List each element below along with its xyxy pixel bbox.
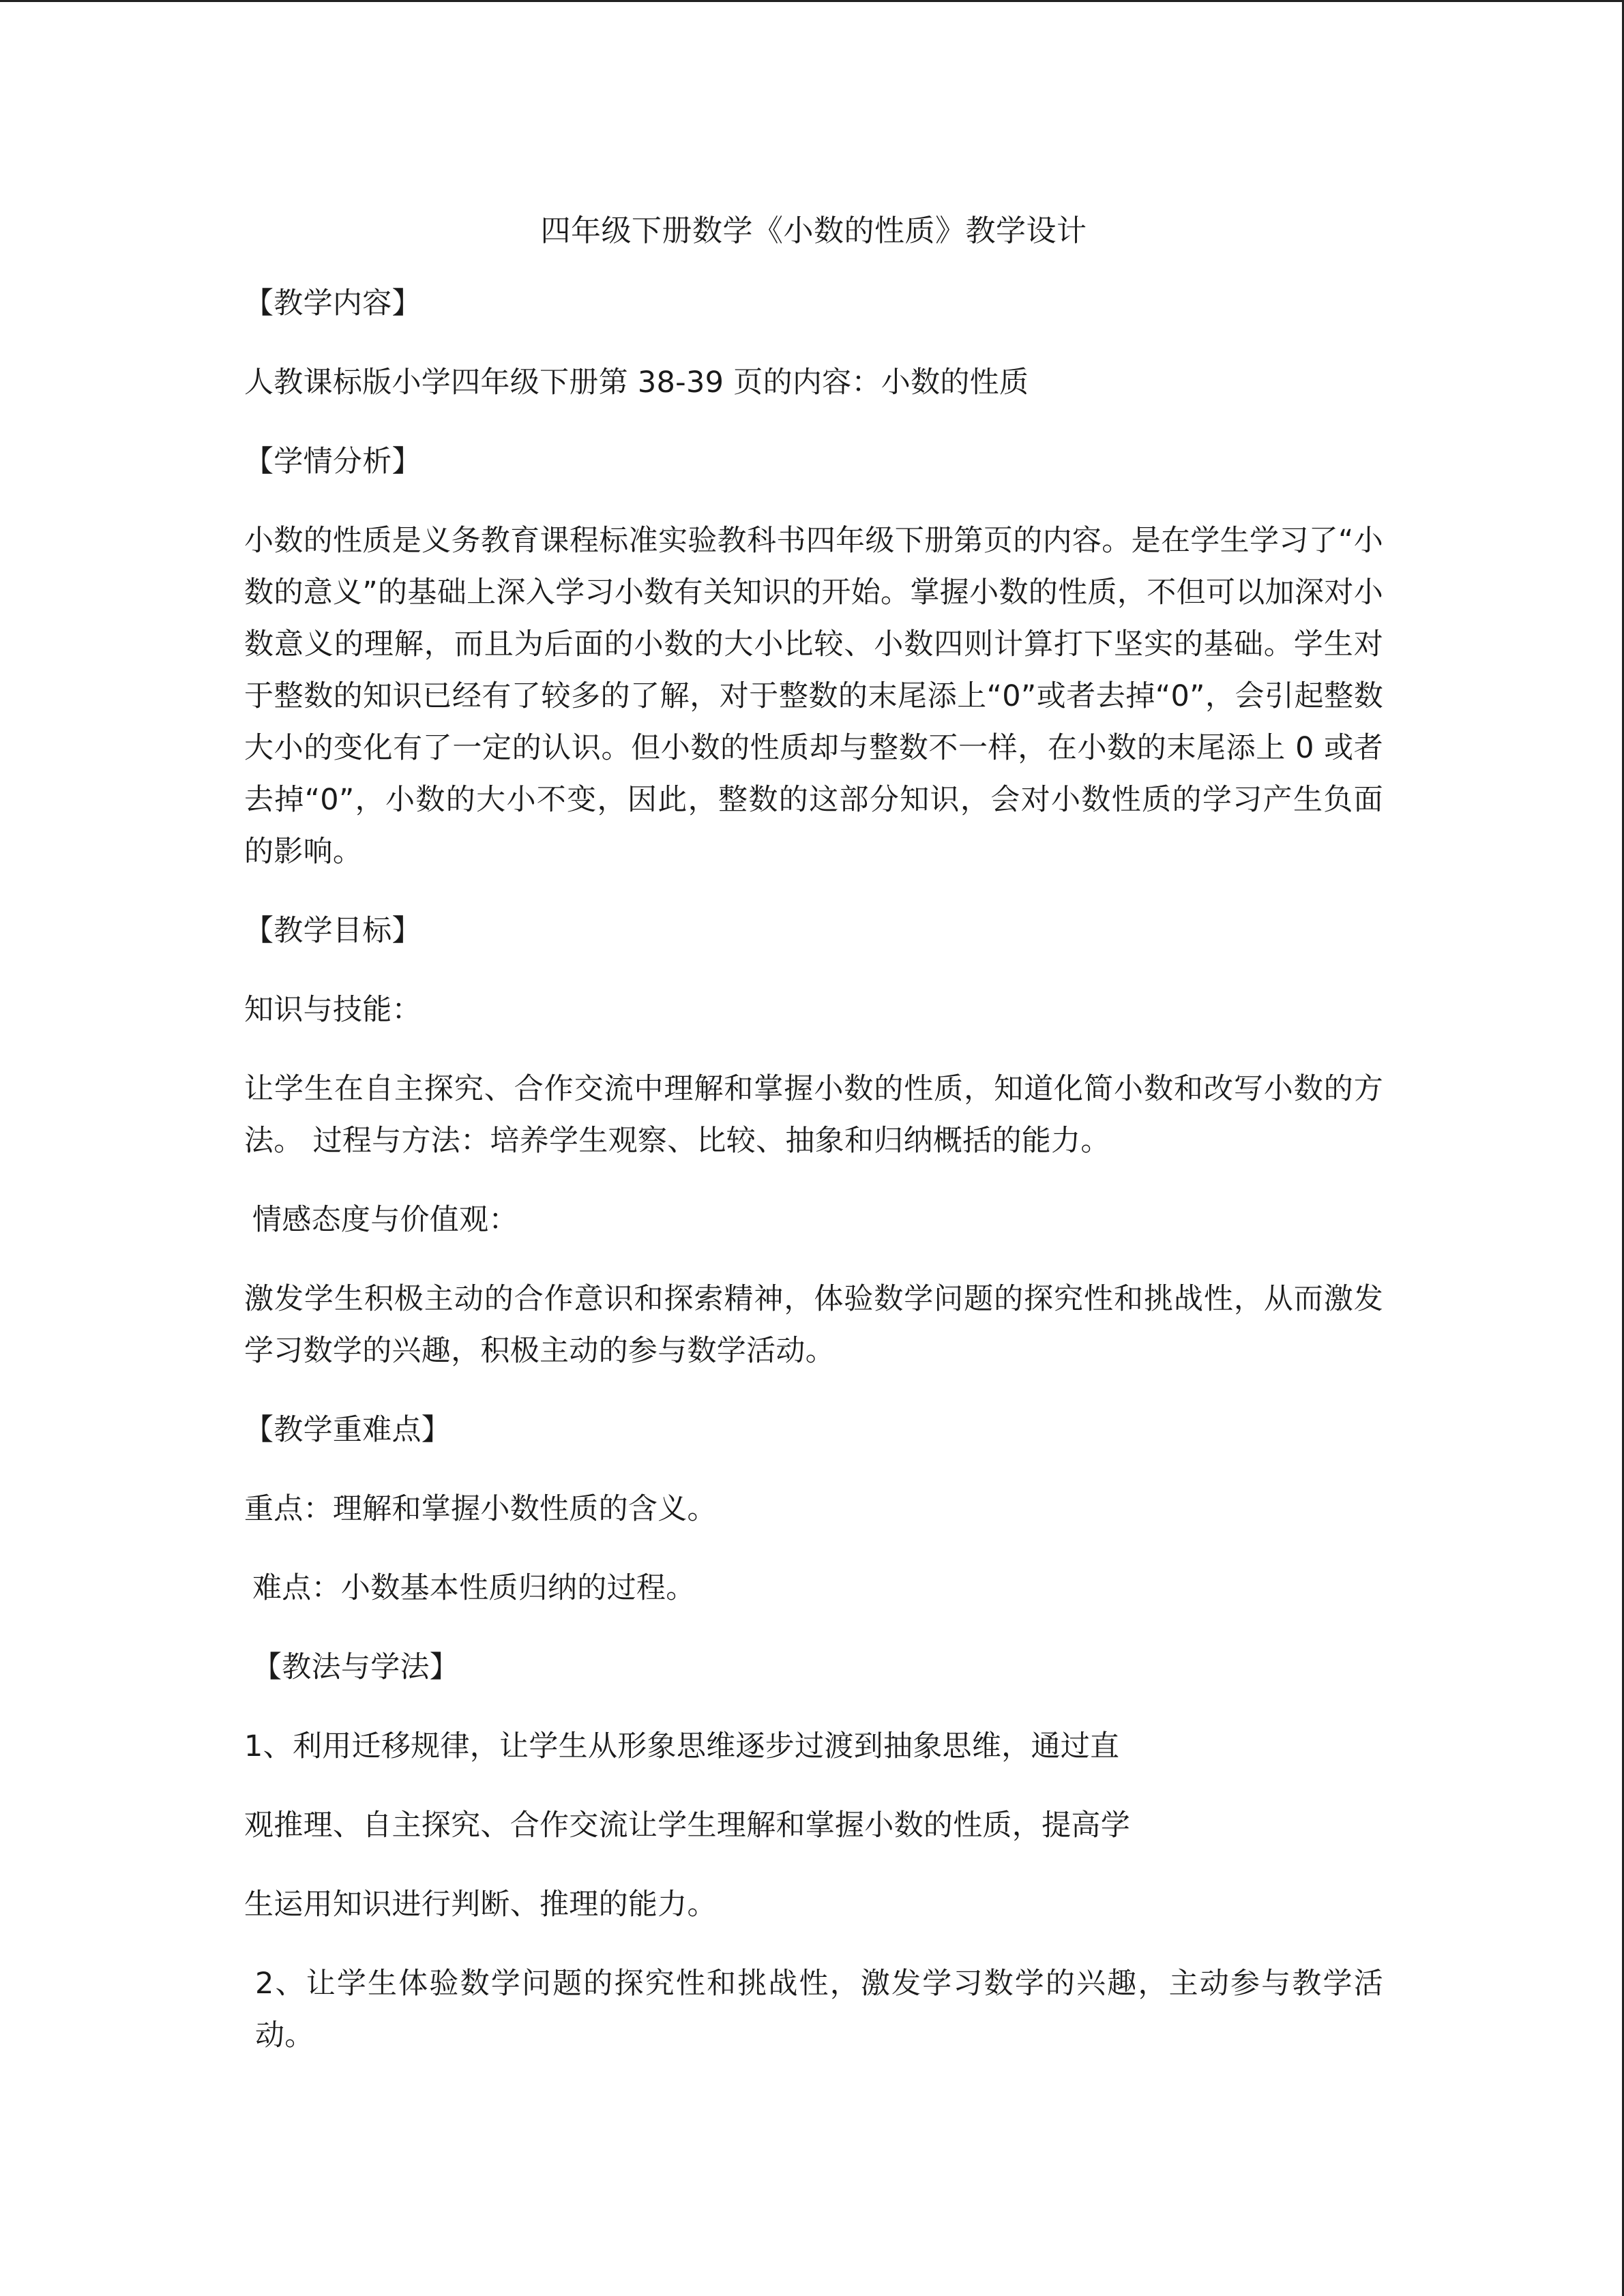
method1-line1: 1、利用迁移规律，让学生从形象思维逐步过渡到抽象思维，通过直 <box>244 1729 1120 1763</box>
goals-heading: 【教学目标】 <box>244 914 422 948</box>
methods-heading: 【教法与学法】 <box>252 1650 460 1684</box>
content-text: 人教课标版小学四年级下册第 38-39 页的内容：小数的性质 <box>244 366 1029 400</box>
keypoint-text: 重点：理解和掌握小数性质的含义。 <box>244 1492 717 1526</box>
analysis-heading: 【学情分析】 <box>244 445 422 479</box>
goals-knowledge-label: 知识与技能： <box>244 993 422 1027</box>
goals-emotion-text: 激发学生积极主动的合作意识和探索精神，体验数学问题的探究性和挑战性，从而激发学习数学的兴趣，积极主动的参与数学活动。 <box>244 1282 1383 1368</box>
content-heading: 【教学内容】 <box>244 286 422 320</box>
goals-knowledge-text: 让学生在自主探究、合作交流中理解和掌握小数的性质，知道化简小数和改写小数的方法。 过程与方法：培养学生观察、比较、抽象和归纳概括的能力。 <box>244 1072 1383 1158</box>
method2-text: 2、让学生体验数学问题的探究性和挑战性，激发学习数学的兴趣，主动参与教学活动。 <box>255 1967 1383 2053</box>
document-title: 四年级下册数学《小数的性质》教学设计 <box>540 213 1087 248</box>
method1-line3: 生运用知识进行判断、推理的能力。 <box>244 1888 717 1922</box>
method1-line2: 观推理、自主探究、合作交流让学生理解和掌握小数的性质，提高学 <box>244 1808 1130 1843</box>
analysis-text: 小数的性质是义务教育课程标准实验教科书四年级下册第页的内容。是在学生学习了“小数的意义”的基础上深入学习小数有关知识的开始。掌握小数的性质，不但可以加深对小数意义的理解，而且为后面的小数的大小比较、小数四则计算打下坚实的基础。学生对于整数的知识已经有了较多的了解，对于整数的末尾添上“0”或者去掉“0”，会引起整数大小的变化有了一定的认识。但小数的性质却与整数不一样，在小数的末尾添上 0 或者去掉“0”，小数的大小不变，因此，整数的这部分知识，会对小数性质的学习产生负面的影响。 <box>244 524 1383 869</box>
keypoints-heading: 【教学重难点】 <box>244 1413 452 1447</box>
goals-emotion-label: 情感态度与价值观： <box>252 1203 518 1237</box>
difficulty-text: 难点：小数基本性质归纳的过程。 <box>252 1571 696 1605</box>
document-body <box>244 200 1383 2089</box>
